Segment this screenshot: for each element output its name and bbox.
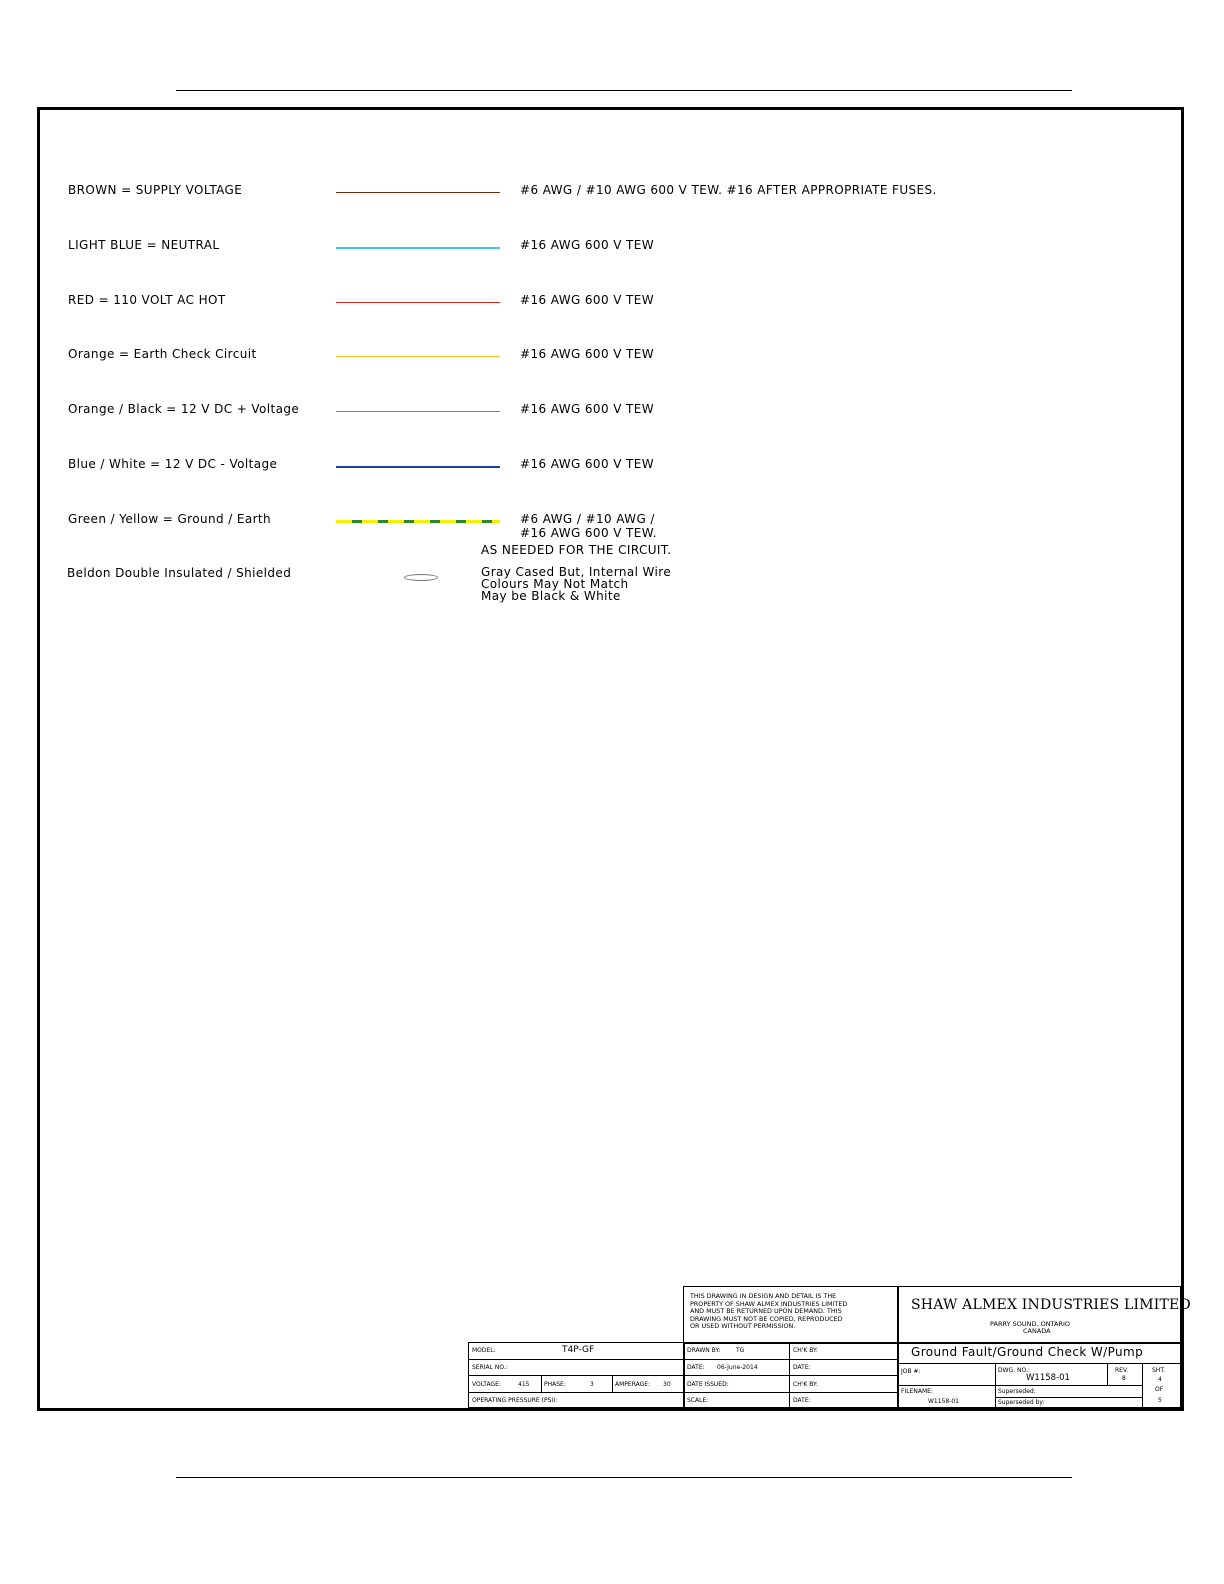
pressure-label: OPERATING PRESSURE (PSI):: [472, 1397, 558, 1404]
circuit-note: AS NEEDED FOR THE CIRCUIT.: [481, 543, 672, 557]
serial-label: SERIAL NO.:: [472, 1364, 508, 1371]
rev-value: 8: [1122, 1375, 1126, 1382]
shielded-note: Gray Cased But, Internal Wire Colours May Not Match May be Black & White: [481, 565, 672, 603]
sht-total: 5: [1158, 1397, 1162, 1404]
amperage-value: 30: [663, 1381, 671, 1388]
legend-label: BROWN = SUPPLY VOLTAGE: [68, 183, 243, 197]
company-name: SHAW ALMEX INDUSTRIES LIMITED: [911, 1297, 1191, 1313]
grid-line: [898, 1363, 1180, 1364]
dwg-value: W1158-01: [1026, 1373, 1070, 1383]
model-value: T4P-GF: [562, 1345, 595, 1355]
legend-label: Orange / Black = 12 V DC + Voltage: [68, 402, 300, 416]
grid-line: [1107, 1364, 1108, 1385]
drawn-by-label: DRAWN BY:: [687, 1347, 721, 1354]
date-issued-label: DATE ISSUED:: [687, 1381, 729, 1388]
date-label: DATE:: [793, 1364, 811, 1371]
voltage-value: 415: [518, 1381, 530, 1388]
phase-label: PHASE:: [544, 1381, 566, 1388]
header-rule: [176, 90, 1072, 91]
grid-line: [684, 1359, 898, 1360]
company-country: CANADA: [1023, 1327, 1051, 1335]
filename-label: FILENAME:: [901, 1388, 933, 1395]
legend-spec: #6 AWG / #10 AWG / #16 AWG 600 V TEW.: [520, 512, 657, 540]
grid-line: [469, 1375, 684, 1376]
rev-label: REV.: [1115, 1367, 1129, 1374]
superseded-by-label: Superseded by:: [998, 1399, 1045, 1406]
voltage-label: VOLTAGE:: [472, 1381, 501, 1388]
grid-line: [684, 1392, 898, 1393]
ownership-notice: THIS DRAWING IN DESIGN AND DETAIL IS THE PROPERTY OF SHAW ALMEX INDUSTRIES LIMITED AND MUST BE RETURNED UPON DEMAND. THIS DRAWING MUST NOT BE COPIED, REPRODUCED OR USED WITHOUT PERMISSION.: [690, 1292, 848, 1331]
wire-blue-white: [336, 466, 500, 468]
wire-green-yellow: [336, 520, 500, 523]
legend-spec: #16 AWG 600 V TEW: [520, 293, 654, 307]
drawn-by-value: TG: [736, 1347, 745, 1354]
model-label: MODEL:: [472, 1347, 496, 1354]
legend-label: Orange = Earth Check Circuit: [68, 347, 257, 361]
grid-line: [995, 1397, 1142, 1398]
legend-label: RED = 110 VOLT AC HOT: [68, 293, 226, 307]
phase-value: 3: [590, 1381, 594, 1388]
wire-red: [336, 302, 500, 303]
wire-light-blue: [336, 247, 500, 249]
grid-line: [541, 1375, 542, 1392]
legend-spec: #6 AWG / #10 AWG 600 V TEW. #16 AFTER APPROPRIATE FUSES.: [520, 183, 937, 197]
drawing-title: Ground Fault/Ground Check W/Pump: [911, 1345, 1144, 1359]
chk-by-label: CH'K BY:: [793, 1381, 818, 1388]
legend-spec: #16 AWG 600 V TEW: [520, 457, 654, 471]
chk-by-label: CH'K BY:: [793, 1347, 818, 1354]
shielded-label: Beldon Double Insulated / Shielded: [67, 566, 292, 580]
grid-line: [469, 1392, 684, 1393]
date-value: 06-June-2014: [717, 1364, 758, 1371]
date-label: DATE:: [793, 1397, 811, 1404]
grid-line: [898, 1385, 1142, 1386]
grid-line: [684, 1375, 898, 1376]
legend-spec: #16 AWG 600 V TEW: [520, 238, 654, 252]
grid-line: [1142, 1364, 1143, 1407]
superseded-label: Superseded:: [998, 1388, 1036, 1395]
footer-rule: [176, 1477, 1072, 1478]
shielded-cable-icon: [404, 574, 438, 581]
wire-orange-black: [336, 411, 500, 412]
grid-line: [469, 1359, 684, 1360]
legend-label: LIGHT BLUE = NEUTRAL: [68, 238, 220, 252]
amperage-label: AMPERAGE:: [615, 1381, 651, 1388]
filename-value: W1158-01: [928, 1398, 960, 1405]
wire-orange: [336, 356, 500, 357]
date-label: DATE:: [687, 1364, 705, 1371]
scale-label: SCALE:: [687, 1397, 709, 1404]
job-label: JOB #:: [901, 1368, 921, 1375]
legend-label: Green / Yellow = Ground / Earth: [68, 512, 272, 526]
sht-label: SHT.: [1152, 1367, 1166, 1374]
company-location: PARRY SOUND, ONTARIO: [990, 1320, 1071, 1328]
grid-line: [995, 1364, 996, 1407]
grid-line: [789, 1343, 790, 1407]
legend-spec: #16 AWG 600 V TEW: [520, 402, 654, 416]
legend-label: Blue / White = 12 V DC - Voltage: [68, 457, 278, 471]
grid-line: [612, 1375, 613, 1392]
drawing-frame: [37, 107, 1191, 1411]
company-box: [897, 1286, 1181, 1344]
sht-of: OF: [1155, 1386, 1164, 1393]
legend-spec: #16 AWG 600 V TEW: [520, 347, 654, 361]
wire-brown: [336, 192, 500, 193]
dwg-label: DWG. NO.:: [998, 1367, 1030, 1374]
sht-value: 4: [1158, 1376, 1162, 1383]
